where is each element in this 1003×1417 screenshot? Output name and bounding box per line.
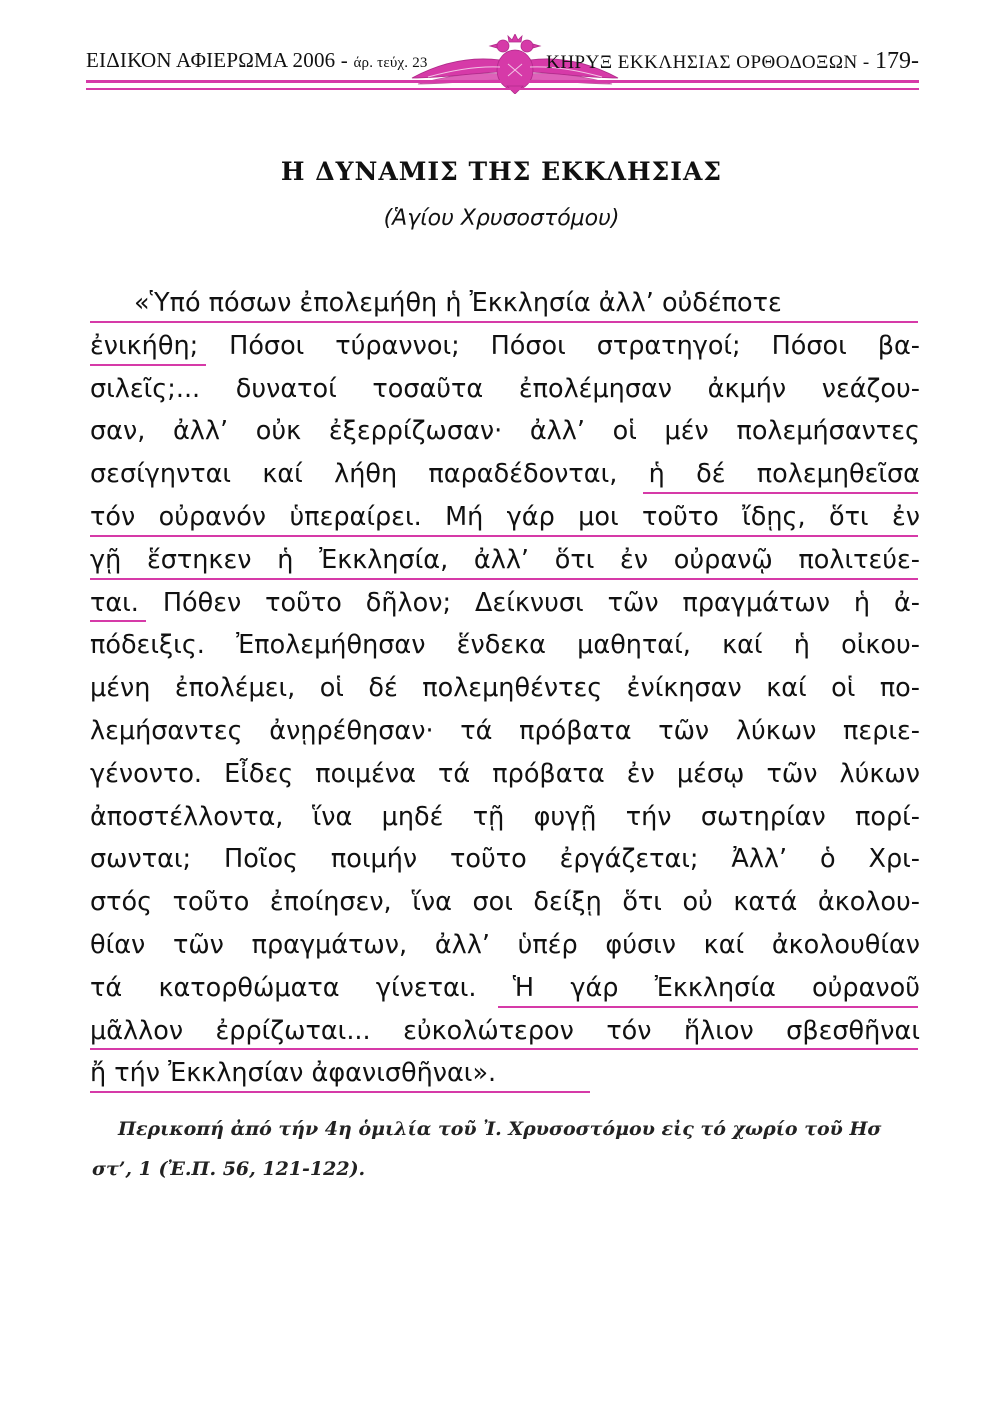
- text-line: σεσίγηνται καί λήθη παραδέδονται, ἡ δέ πολεμηθεῖσα: [90, 453, 920, 496]
- source-citation-line-1: Περικοπή ἀπό τήν 4η ὁμιλία τοῦ Ἰ. Χρυσοστόμου εἰς τό χωρίο τοῦ Ησ: [118, 1118, 882, 1140]
- text-line: «Ὑπό πόσων ἐπολεμήθη ἡ Ἐκκλησία ἀλλ’ οὐδέποτε: [90, 282, 920, 325]
- text-line: ἤ τήν Ἐκκλησίαν ἀφανισθῆναι».: [90, 1052, 920, 1095]
- text-line: πόδειξις. Ἐπολεμήθησαν ἕνδεκα μαθηταί, καί ἡ οἰκου-: [90, 630, 920, 661]
- header-rule-top: [86, 80, 919, 83]
- text-line: ἐνικήθη; Πόσοι τύραννοι; Πόσοι στρατηγοί; Πόσοι βα-: [90, 325, 920, 368]
- page-number: 179-: [875, 48, 919, 74]
- article-body: [90, 282, 920, 1095]
- text-line: ἀποστέλλοντα, ἵνα μηδέ τῇ φυγῇ τήν σωτηρίαν πορί-: [90, 801, 920, 832]
- text-line: μένη ἐπολέμει, οἱ δέ πολεμηθέντες ἐνίκησαν καί οἱ πο-: [90, 673, 920, 704]
- text-line: θίαν τῶν πραγμάτων, ἀλλ’ ὑπέρ φύσιν καί ἀκολουθίαν: [90, 929, 920, 960]
- text-line: σιλεῖς;... δυνατοί τοσαῦτα ἐπολέμησαν ἀκμήν νεάζου-: [90, 373, 920, 404]
- source-citation-line-2: στ’, 1 (Ἐ.Π. 56, 121-122).: [92, 1158, 366, 1180]
- header-left: [86, 48, 428, 73]
- text-line: σαν, ἀλλ’ οὐκ ἐξερρίζωσαν· ἀλλ’ οἱ μέν πολεμήσαντες: [90, 416, 920, 447]
- header-issue-number: άρ. τεύχ. 23: [353, 55, 428, 71]
- text-line: γῇ ἕστηκεν ἡ Ἐκκλησία, ἀλλ’ ὅτι ἐν οὐρανῷ πολιτεύε-: [90, 539, 920, 582]
- text-line: τά κατορθώματα γίνεται. Ἡ γάρ Ἐκκλησία οὐρανοῦ: [90, 967, 920, 1010]
- header-publication: ΚΗΡΥΞ ΕΚΚΛΗΣΙΑΣ ΟΡΘΟΔΟΞΩΝ -: [546, 52, 870, 73]
- text-line: ται. Πόθεν τοῦτο δῆλον; Δείκνυσι τῶν πραγμάτων ἡ ἀ-: [90, 582, 920, 625]
- text-line: στός τοῦτο ἐποίησεν, ἵνα σοι δείξῃ ὅτι οὐ κατά ἀκολου-: [90, 887, 920, 918]
- text-line: μᾶλλον ἐρρίζωται... εὐκολώτερον τόν ἥλιον σβεσθῆναι: [90, 1010, 920, 1053]
- article-author: (Ἁγίου Χρυσοστόμου): [383, 206, 620, 231]
- article-title: Η ΔΥΝΑΜΙΣ ΤΗΣ ΕΚΚΛΗΣΙΑΣ: [280, 157, 723, 186]
- text-line: λεμήσαντες ἀνῃρέθησαν· τά πρόβατα τῶν λύκων περιε-: [90, 715, 920, 746]
- text-line: γένοντο. Εἶδες ποιμένα τά πρόβατα ἐν μέσῳ τῶν λύκων: [90, 758, 920, 789]
- header-issue-title: ΕΙΔΙΚΟΝ ΑΦΙΕΡΩΜΑ 2006 -: [86, 48, 348, 72]
- text-line: τόν οὐρανόν ὑπεραίρει. Μή γάρ μοι τοῦτο ἴδῃς, ὅτι ἐν: [90, 496, 920, 539]
- header-right: [546, 48, 919, 75]
- text-line: σωνται; Ποῖος ποιμήν τοῦτο ἐργάζεται; Ἀλλ’ ὁ Χρι-: [90, 844, 920, 875]
- header-rule-bottom: [86, 88, 919, 90]
